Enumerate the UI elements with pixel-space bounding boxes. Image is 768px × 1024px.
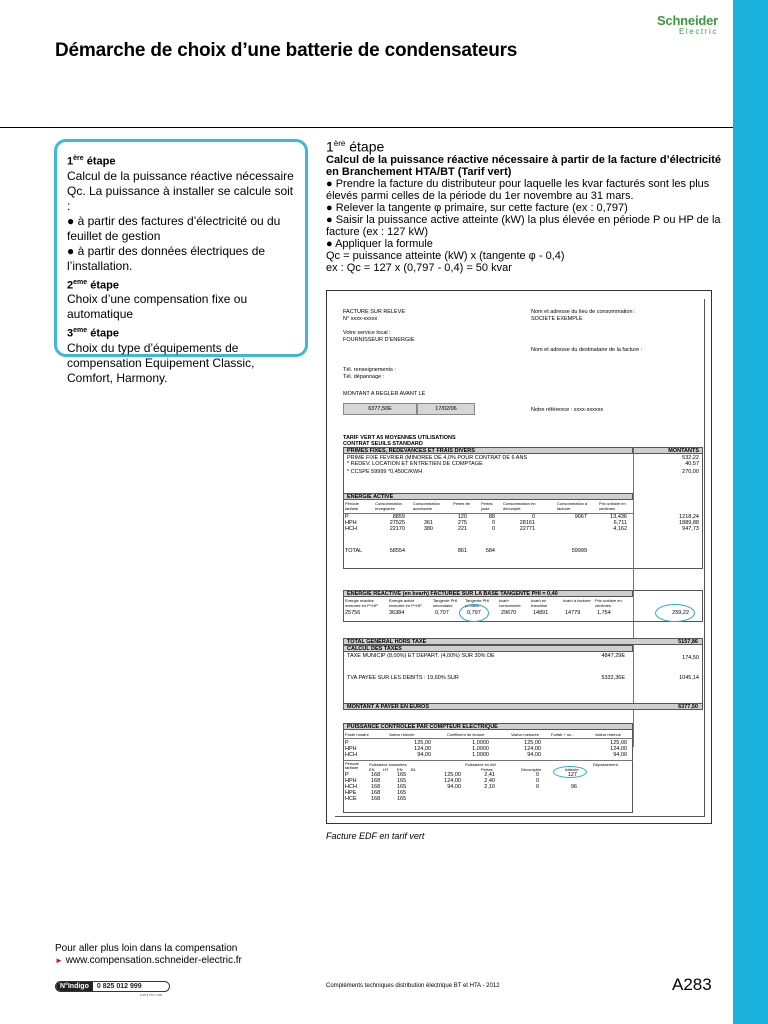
ps-cell: 165 <box>397 796 407 802</box>
er-cell: 0,707 <box>435 610 449 616</box>
ps-col: Dépassement <box>593 762 618 767</box>
pc-cell: 125,00 <box>524 740 541 746</box>
ea-col-enregistree: Consommation enregistrée <box>375 501 402 511</box>
pc-cell: P <box>345 740 349 746</box>
tax2-base: 5332,36E <box>601 675 625 681</box>
prime-value3: 270,00 <box>682 469 699 475</box>
pc-cell: 94,00 <box>527 752 541 758</box>
pc-col: Poste horaire <box>345 732 369 737</box>
section-heading-sup: ère <box>333 139 346 148</box>
tax1-value: 174,50 <box>682 655 699 661</box>
total-due-band <box>343 703 703 710</box>
ea-cell: 27525 <box>389 520 405 526</box>
page-title: Démarche de choix d’une batterie de condensateurs <box>55 40 518 61</box>
ea-col-accessoire: Consommation accessoire <box>413 501 440 511</box>
ea-col-joule: Pertes joule <box>481 501 493 511</box>
invoice-number: N° xxxx-xxxxx <box>343 316 378 322</box>
er-cell: 36384 <box>389 610 405 616</box>
further-reading-link[interactable] <box>55 955 242 967</box>
prime-line1: PRIME FIXE FEVRIER (MINOREE DE 4,0% POUR CONTRAT DE 6 ANS <box>347 455 528 461</box>
ps-cell: 124,00 <box>444 778 461 784</box>
ea-cell: 861 <box>457 548 467 554</box>
ea-cell: 0 <box>491 526 495 532</box>
side-color-bar <box>733 0 768 1024</box>
ps-cell: 168 <box>371 796 381 802</box>
invoice-sheet <box>335 299 705 817</box>
pc-cell: 125,00 <box>414 740 431 746</box>
invoice-tariff1: TARIF VERT A5 MOYENNES UTILISATIONS <box>343 435 456 441</box>
ea-cell: 1889,88 <box>679 520 699 526</box>
prime-line2: * REDEV. LOCATION ET ENTRETIEN DE COMPTAGE <box>347 461 483 467</box>
ps-cell: HPH <box>345 778 357 784</box>
pc-cell: HPH <box>345 746 357 752</box>
logo-wordmark: Schneider <box>656 13 718 28</box>
ea-cell: 361 <box>423 520 433 526</box>
steps-summary-box <box>54 139 308 385</box>
figure-caption: Facture EDF en tarif vert <box>326 831 425 841</box>
step1-num: 1 <box>67 155 74 168</box>
section-line1: ● Prendre la facture du distributeur pour laquelle les kvar facturés sont les plus élevés parmi celles de la période du 1er novembre au 31 mars. <box>326 178 710 202</box>
ps-top-rule <box>343 760 633 761</box>
tax2-label: TVA PAYEE SUR LES DEBITS : 19,60% SUR <box>347 675 459 681</box>
schneider-logo <box>638 14 718 36</box>
pc-cell: 124,00 <box>610 746 627 752</box>
ps-cell: 125,00 <box>444 772 461 778</box>
step1-bullet2: ● à partir des données électriques de l’installation. <box>67 243 266 273</box>
er-cell-amount: 259,22 <box>672 610 689 616</box>
invoice-type: FACTURE SUR RELEVE <box>343 309 406 315</box>
ps-col: Période tarifaire <box>345 761 359 770</box>
ps-cell-atteinte: 127 <box>567 772 577 778</box>
invoice-recipient-label: Nom et adresse du destinataire de la facture : <box>531 347 643 353</box>
er-cell: 14779 <box>565 610 581 616</box>
ea-cell: 584 <box>485 548 495 554</box>
ps-cell: 94,00 <box>447 784 461 790</box>
invoice-service: Votre service local : <box>343 330 391 336</box>
invoice-site: SOCIETE EXEMPLE <box>531 316 583 322</box>
invoice-sample <box>326 290 712 824</box>
er-col: kvarh en franchise <box>531 598 548 608</box>
active-energy-header: ENERGIE ACTIVE <box>343 493 633 500</box>
tax1-base: 4847,29E <box>601 653 625 659</box>
step3-word: étape <box>87 327 119 340</box>
pc-cell: 125,00 <box>610 740 627 746</box>
ea-cell: 0 <box>491 520 495 526</box>
total-due-label: MONTANT A PAYER EN EUROS <box>347 704 429 710</box>
ps-cell: 165 <box>397 772 407 778</box>
ps-cell: 168 <box>371 790 381 796</box>
atteinte-highlight-circle <box>553 766 587 778</box>
ps-cell: 165 <box>397 790 407 796</box>
ea-cell: 28161 <box>519 520 535 526</box>
montants-header: MONTANTS <box>633 447 703 454</box>
ea-cell: 13,436 <box>610 514 627 520</box>
step2-num: 2 <box>67 279 74 292</box>
invoice-reference: Notre référence : xxxx-xxxxxx <box>531 407 604 413</box>
ps-cell: 165 <box>397 778 407 784</box>
er-col: Prix unitaire en centimes <box>595 598 622 608</box>
ps-cell: 96 <box>570 784 577 790</box>
step3-sup: eme <box>73 327 88 335</box>
ps-col: EN <box>397 767 403 772</box>
ea-cell: 59999 <box>571 548 587 554</box>
section-body <box>326 154 721 274</box>
ea-cell: 0 <box>531 514 535 520</box>
ps-cell: 168 <box>371 784 381 790</box>
taxes-header: CALCUL DES TAXES <box>343 645 633 652</box>
section-formula: Qc = puissance atteinte (kW) x (tangente φ - 0,4) <box>326 250 565 262</box>
er-col: Energie active mesurée en P+HP <box>389 598 422 608</box>
ps-cell: 2,40 <box>484 778 495 784</box>
pc-col: Valeur mesurée <box>511 732 539 737</box>
pc-col: Forfait + ou - <box>551 732 574 737</box>
ea-cell: 4,162 <box>613 526 627 532</box>
section-heading-word: étape <box>345 138 385 155</box>
pc-cell: 1,0000 <box>472 752 489 758</box>
logo-subtext: Electric <box>678 27 718 36</box>
pc-cell: 1,0000 <box>472 740 489 746</box>
er-cell-tangent: 0,797 <box>467 610 481 616</box>
taxes-frame <box>343 638 703 710</box>
ea-col-periode: Période tarifaire <box>345 501 359 511</box>
invoice-amount-box: 6377,50E <box>343 403 417 415</box>
step3-text: Choix du type d’équipements de compensation Equipement Classic, Comfort, Harmony. <box>67 340 255 385</box>
ps-col: Décomptée <box>521 767 542 772</box>
er-col: Tangente PHI secondaire <box>433 598 458 608</box>
ea-cell: 9067 <box>574 514 587 520</box>
step2-heading <box>67 276 295 293</box>
pc-col: Valeur retenue <box>595 732 621 737</box>
step1-text: Calcul de la puissance réactive nécessaire Qc. La puissance à installer se calcule soit : <box>67 168 294 213</box>
power-header: PUISSANCE CONTROLEE PAR COMPTEUR ELECTRIQUE <box>343 723 633 730</box>
ps-col: HT <box>383 767 389 772</box>
ps-cell: HPE <box>345 790 357 796</box>
invoice-tariff2: CONTRAT SEUILS STANDARD <box>343 441 423 447</box>
pc-cell: 94,00 <box>417 752 431 758</box>
er-cell: 25756 <box>345 610 361 616</box>
invoice-tel1: Tél. renseignements : <box>343 367 396 373</box>
ps-cell: 168 <box>371 778 381 784</box>
step1-word: étape <box>83 155 116 168</box>
page-number: A283 <box>672 975 712 994</box>
ea-cell: 22771 <box>519 526 535 532</box>
ea-cell: 275 <box>457 520 467 526</box>
prime-line3: * CCSPE 59999 *0,450C/KWH <box>347 469 423 475</box>
ps-col: Atteinte <box>565 767 579 772</box>
ps-cell: 2,10 <box>484 784 495 790</box>
tangent-highlight-circle <box>459 604 489 622</box>
ea-cell: P <box>345 514 349 520</box>
footer-document-title: Compléments techniques distribution électrique BT et HTA - 2012 <box>326 983 500 989</box>
section-heading-num: 1 <box>326 138 334 155</box>
tax2-value: 1045,14 <box>679 675 699 681</box>
pc-cell: 124,00 <box>414 746 431 752</box>
invoice-tel2: Tél. dépannage : <box>343 374 385 380</box>
ps-cell: 0 <box>535 784 539 790</box>
invoice-due-label: MONTANT A REGLER AVANT LE <box>343 391 426 397</box>
ea-cell: 1218,24 <box>679 514 699 520</box>
ea-col-prix: Prix unitaire en centimes <box>599 501 626 511</box>
further-reading <box>55 943 242 967</box>
indigo-number: 0 825 012 999 <box>96 983 142 990</box>
pc-cell: 124,00 <box>524 746 541 752</box>
step1-sup: ère <box>73 155 84 162</box>
ea-cell: 58554 <box>389 548 405 554</box>
invoice-date-box: 17/02/06 <box>417 403 475 415</box>
pc-cell: HCH <box>345 752 357 758</box>
step2-word: étape <box>87 279 119 292</box>
pc-col: Coefficient de lecture <box>447 732 485 737</box>
ps-cell: HCH <box>345 784 357 790</box>
ea-cell: HCH <box>345 526 357 532</box>
indigo-phone-badge <box>55 981 170 992</box>
ps-cell: HCE <box>345 796 357 802</box>
er-col: Tangente PHI primaire <box>465 598 490 608</box>
ea-cell: 380 <box>423 526 433 532</box>
ea-col-decompte: Consommation en décompté <box>503 501 536 511</box>
er-cell: 14891 <box>533 610 549 616</box>
ps-cell: 0 <box>535 772 539 778</box>
ps-cell: P <box>345 772 349 778</box>
er-col: Energie réactive mesurée en P+HP <box>345 598 378 608</box>
pc-cell: 1,0000 <box>472 746 489 752</box>
ps-col: EN <box>369 767 375 772</box>
primes-header: PRIMES FIXES, REDEVANCES ET FRAIS DIVERS <box>343 447 633 454</box>
section-heading <box>326 136 384 155</box>
er-col: kvarh à facturer <box>563 598 591 603</box>
step1-heading <box>67 152 295 169</box>
ea-cell: 88 <box>488 514 495 520</box>
pc-col: Valeur relevée <box>389 732 415 737</box>
step3-heading <box>67 324 295 341</box>
step2-text: Choix d’une compensation fixe ou automatique <box>67 292 248 322</box>
total-due-value: 6377,50 <box>678 704 698 710</box>
er-col: kvarh consommés <box>499 598 521 608</box>
ea-cell: 8859 <box>392 514 405 520</box>
ea-cell: HPH <box>345 520 357 526</box>
ps-col: Puissance en kW <box>465 762 496 767</box>
step2-sup: eme <box>73 278 88 286</box>
section-example: ex : Qc = 127 x (0,797 - 0,4) = 50 kvar <box>326 262 512 274</box>
pc-cell: 94,00 <box>613 752 627 758</box>
ea-col-facturer: Consommation à facturer <box>557 501 588 511</box>
ps-cell: 2,41 <box>484 772 495 778</box>
invoice-site-label: Nom et adresse du lieu de consommation : <box>531 309 636 315</box>
arrow-right-icon: ► <box>55 956 63 965</box>
ea-cell: 22170 <box>389 526 405 532</box>
ps-col: B1 <box>411 767 416 772</box>
ps-cell: 0 <box>535 778 539 784</box>
er-cell: 1,754 <box>597 610 611 616</box>
ea-cell: 6,711 <box>613 520 627 526</box>
indigo-label: N°Indigo <box>56 982 93 991</box>
prime-value2: 40,57 <box>685 461 699 467</box>
tax1-label: TAXE MUNICIP (8,00%) ET DEPART. (4,00%) SUR 30% DE <box>347 653 495 659</box>
ps-cell: 165 <box>397 784 407 790</box>
further-reading-url[interactable]: www.compensation.schneider-electric.fr <box>62 955 242 966</box>
further-reading-text: Pour aller plus loin dans la compensation <box>55 943 238 954</box>
ps-cell: 168 <box>371 772 381 778</box>
amount-highlight-circle <box>655 604 695 622</box>
section-bold-title: Calcul de la puissance réactive nécessaire à partir de la facture d’électricité en Branchement HTA/BT (Tarif vert) <box>326 154 721 178</box>
title-divider <box>0 127 733 128</box>
step1-bullet1: ● à partir des factures d’électricité ou du feuillet de gestion <box>67 213 281 243</box>
total-ht-label: TOTAL GENERAL HORS TAXE <box>347 639 427 645</box>
prime-value1: 532,22 <box>682 455 699 461</box>
step3-num: 3 <box>67 327 74 340</box>
invoice-supplier: FOURNISSEUR D’ENERGIE <box>343 337 415 343</box>
ea-cell: TOTAL <box>345 548 363 554</box>
er-cell: 29670 <box>501 610 517 616</box>
section-line3: ● Saisir la puissance active atteinte (kW) la plus élevée en période P ou HP de la facture (ex : 127 kW) <box>326 214 721 238</box>
pc-header-rule <box>343 738 633 739</box>
ps-col: Pertes <box>481 767 493 772</box>
ea-cell: 120 <box>457 514 467 520</box>
ps-col: Puissance souscrites <box>369 762 407 767</box>
ea-cell: 947,73 <box>682 526 699 532</box>
reactive-energy-header: ENERGIE REACTIVE (en kvarh) FACTUREE SUR LA BASE TANGENTE PHI = 0,40 <box>343 590 633 597</box>
ea-col-fer: Pertes fer <box>453 501 471 506</box>
section-line2: ● Relever la tangente φ primaire, sur cette facture (ex : 0,797) <box>326 202 628 214</box>
ea-cell: 221 <box>457 526 467 532</box>
total-ht-value: 5157,86 <box>678 639 698 645</box>
section-line4: ● Appliquer la formule <box>326 238 433 250</box>
indigo-price: 0,15 € TTC / MN <box>140 993 163 997</box>
